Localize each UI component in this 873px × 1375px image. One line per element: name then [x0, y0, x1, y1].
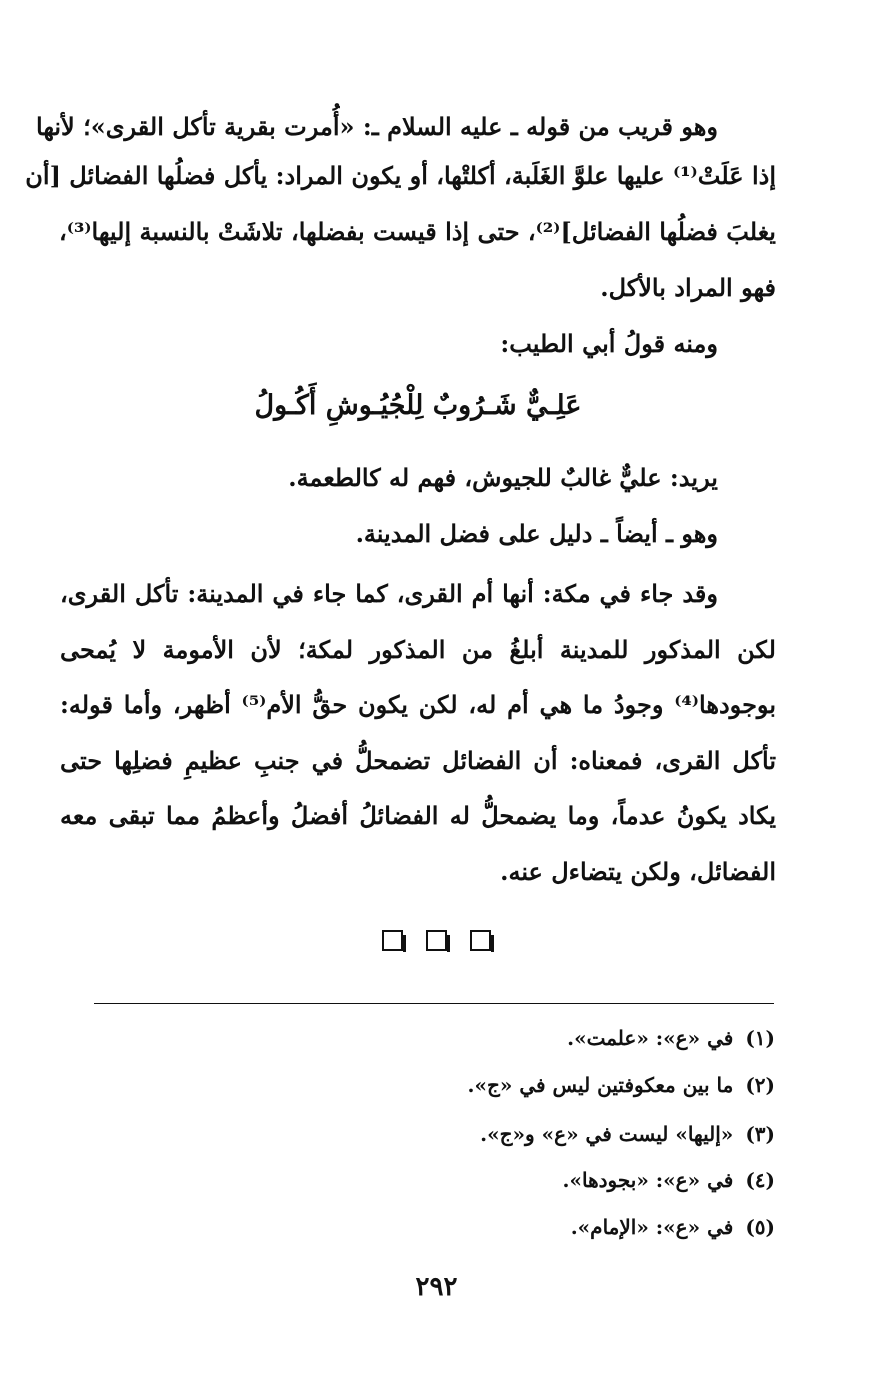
footnote: [480, 1118, 775, 1150]
footnote-text: في «ع»: «علمت».: [567, 1026, 734, 1050]
square-ornament-icon: [382, 930, 403, 951]
footnote-number: (٥): [745, 1215, 775, 1239]
quote-intro: ومنه قولُ أبي الطيب:: [500, 329, 718, 358]
body-line: بوجودها⁽⁴⁾ وجودُ ما هي أم له، لكن يكون حقُّ الأم⁽⁵⁾ أظهر، وأما قوله:: [60, 690, 776, 719]
verse-explanation: يريد: عليٌّ غالبٌ للجيوش، فهم له كالطعمة.: [288, 463, 718, 492]
body-line: فهو المراد بالأكل.: [600, 273, 776, 302]
footnote-number: (٣): [745, 1122, 775, 1146]
body-line: وهو قريب من قوله ـ عليه السلام ـ: «أُمرت بقرية تأكل القرى»؛ لأنها: [36, 112, 718, 141]
body-line: يغلبَ فضلُها الفضائل]⁽²⁾، حتى إذا قيست بفضلها، تلاشَتْ بالنسبة إليها⁽³⁾،: [58, 217, 776, 246]
square-ornament-icon: [470, 930, 491, 951]
footnote-separator: [94, 1003, 774, 1004]
square-ornament-icon: [426, 930, 447, 951]
footnote-number: (٤): [745, 1168, 775, 1192]
footnote: [567, 1022, 775, 1054]
poetry-verse: عَلِـيٌّ شَـرُوبٌ لِلْجُيُـوشِ أَكُـولُ: [254, 390, 582, 421]
footnote: [563, 1164, 775, 1196]
footnote-number: (١): [745, 1026, 775, 1050]
body-line: وهو ـ أيضاً ـ دليل على فضل المدينة.: [355, 519, 718, 548]
footnote: [468, 1069, 775, 1101]
body-line: يكاد يكونُ عدماً، وما يضمحلُّ له الفضائلُ أفضلُ وأعظمُ مما تبقى معه: [60, 801, 776, 830]
body-line: وقد جاء في مكة: أنها أم القرى، كما جاء في المدينة: تأكل القرى،: [60, 579, 718, 608]
footnote: [571, 1211, 775, 1243]
body-line: إذا عَلَتْ⁽¹⁾ عليها علوَّ الغَلَبة، أكلتْها، أو يكون المراد: يأكل فضلُها الفضائل [أن: [25, 161, 776, 190]
footnote-text: ما بين معكوفتين ليس في «ج».: [467, 1073, 734, 1097]
page-number: ٢٩٢: [415, 1272, 458, 1302]
section-divider-ornament: [0, 930, 873, 955]
body-line: الفضائل، ولكن يتضاءل عنه.: [500, 857, 776, 886]
body-line: لكن المذكور للمدينة أبلغُ من المذكور لمكة؛ لأن الأمومة لا يُمحى: [60, 635, 776, 664]
footnote-text: «إليها» ليست في «ع» و«ج».: [480, 1122, 734, 1146]
footnote-text: في «ع»: «الإمام».: [570, 1215, 734, 1239]
body-line: تأكل القرى، فمعناه: أن الفضائل تضمحلُّ في جنبِ عظيمِ فضلِها حتى: [60, 746, 776, 775]
footnote-text: في «ع»: «بجودها».: [562, 1168, 734, 1192]
footnote-number: (٢): [745, 1073, 775, 1097]
